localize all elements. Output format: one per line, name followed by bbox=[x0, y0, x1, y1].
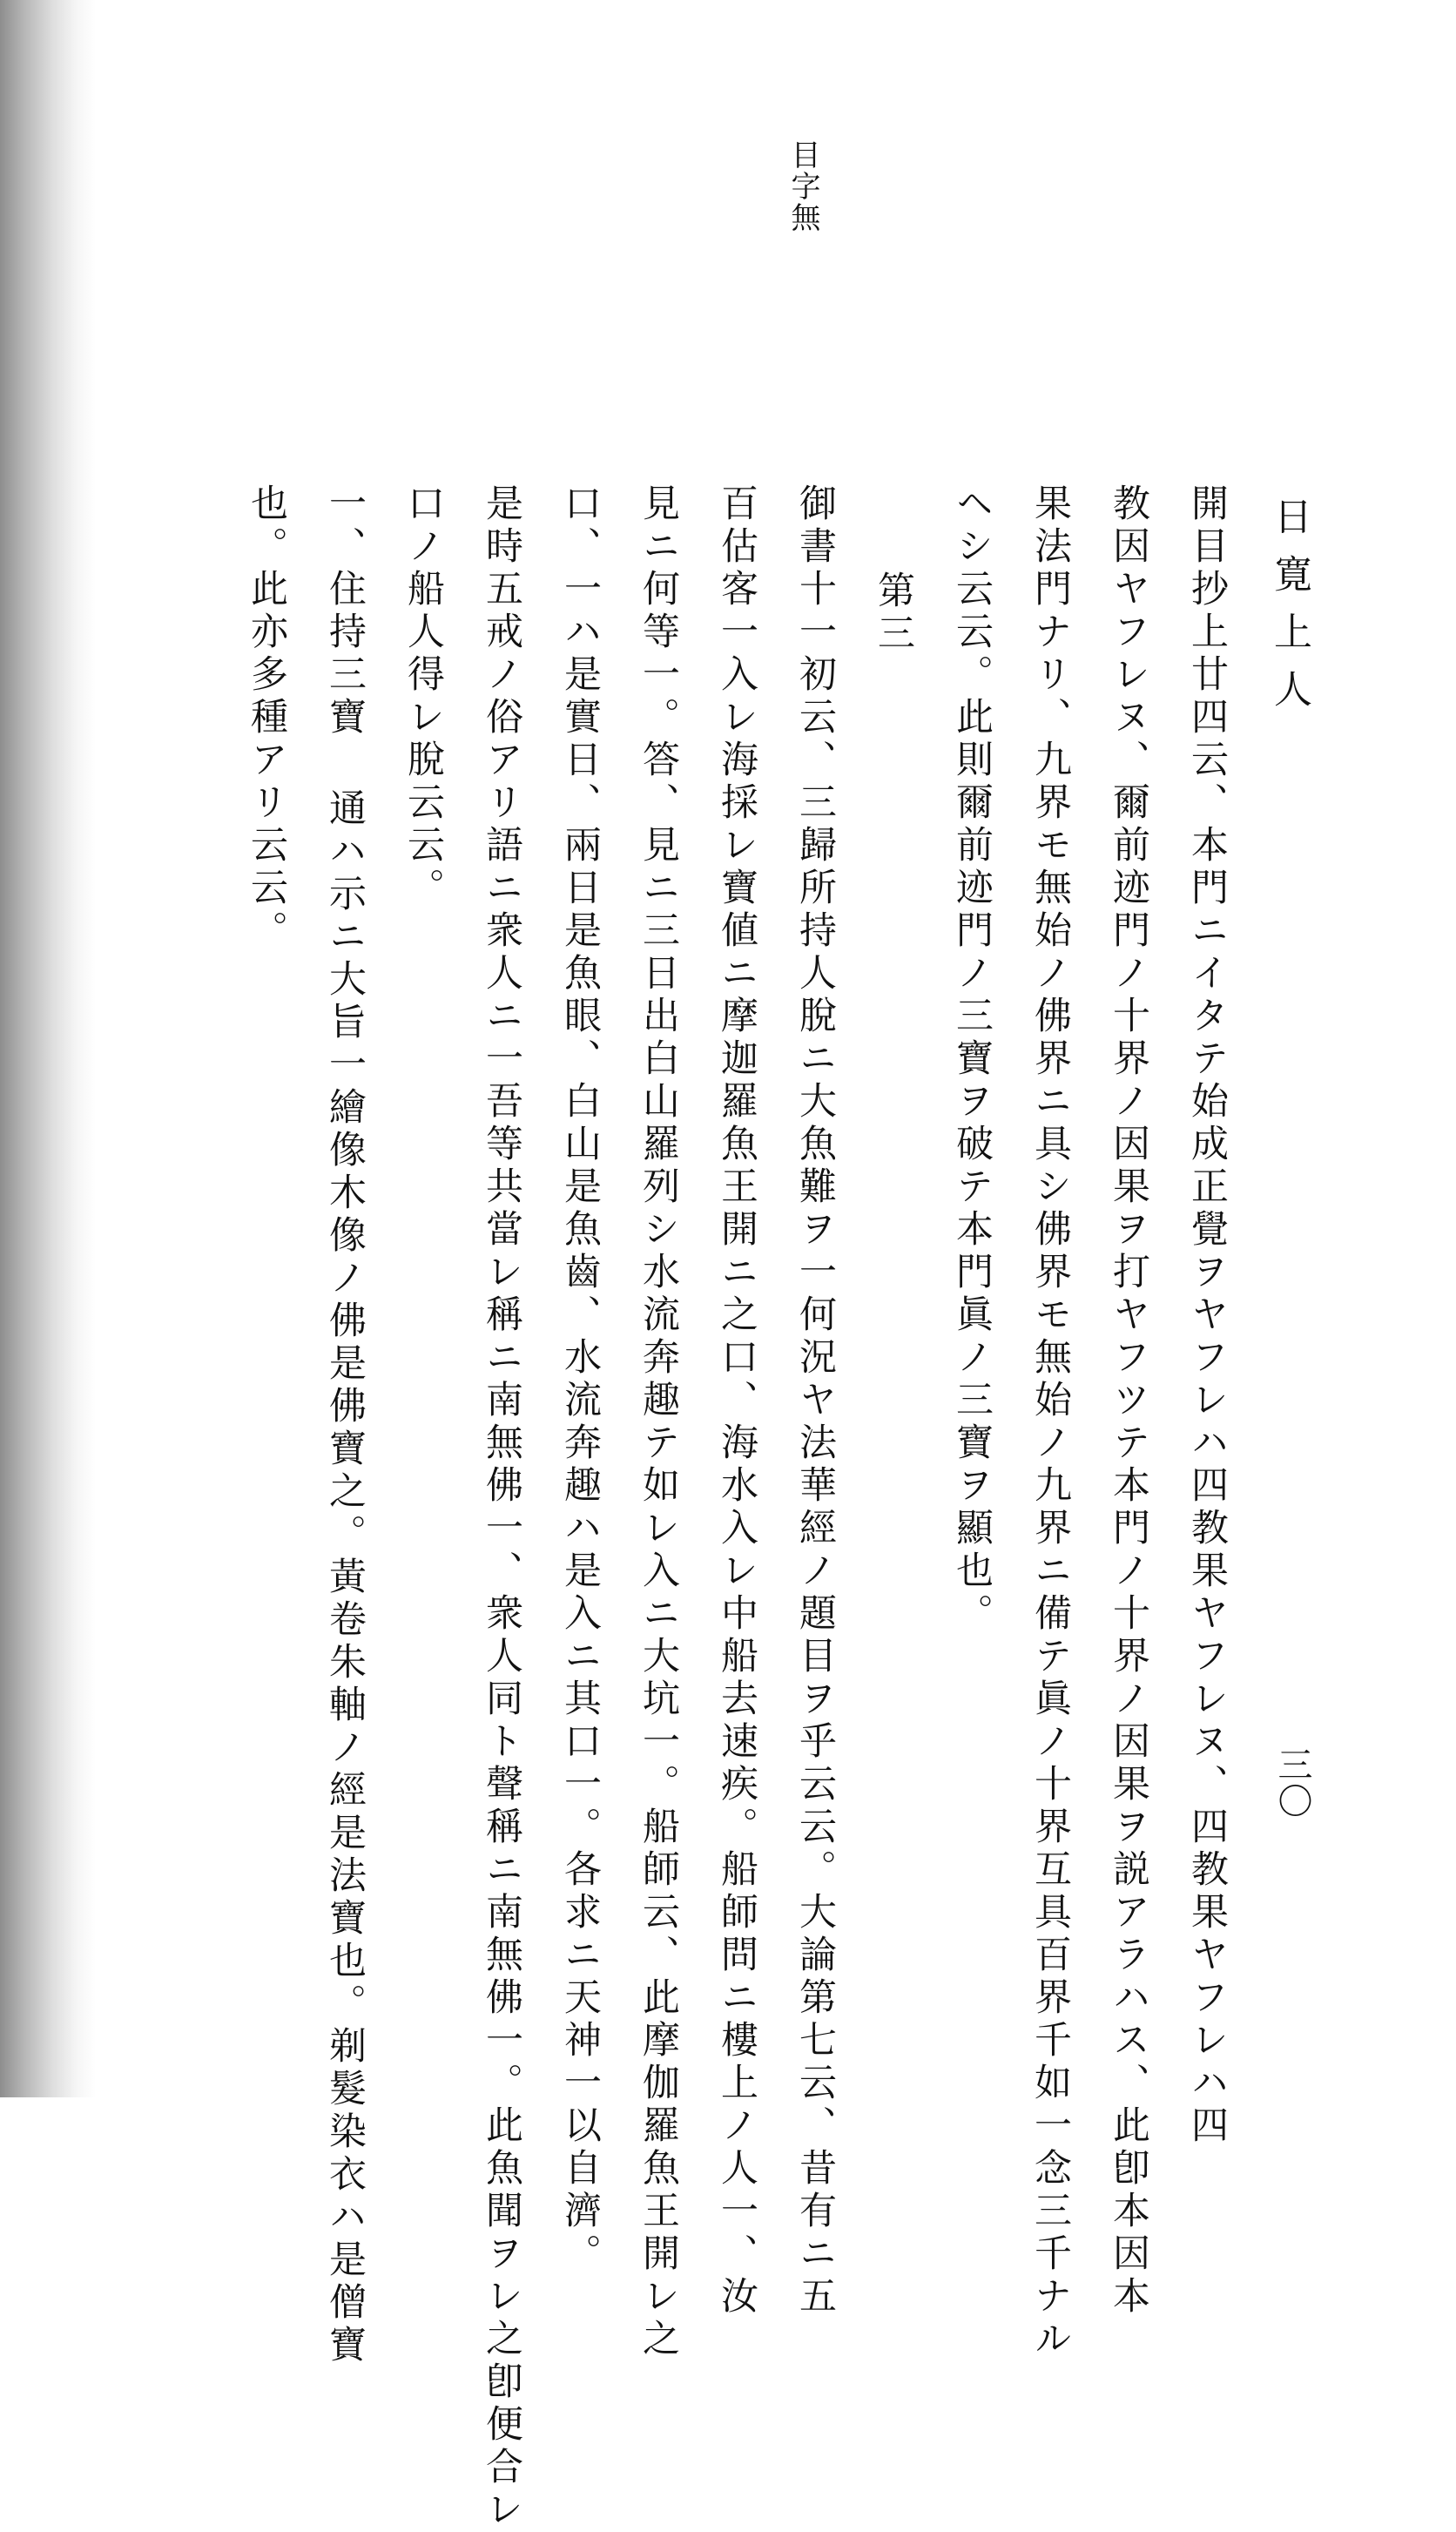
text-column: 百估客一入レ海採レ寶値ニ摩迦羅魚王開ニ之口、海水入レ中船去速疾。船師問ニ樓上ノ人一、汝 bbox=[715, 483, 758, 2319]
text-column: 一、住持三寶 通ハ示ニ大旨一繪像木像ノ佛是佛寶之。黃卷朱軸ノ經是法寶也。剃髮染衣ハ是僧寶 bbox=[323, 483, 367, 2367]
text-column: 御書十一初云、三歸所持人脫ニ大魚難ヲ一何況ヤ法華經ノ題目ヲ乎云云。大論第七云、昔有ニ五 bbox=[793, 483, 837, 2319]
text-column: 是時五戒ノ俗アリ語ニ衆人ニ一吾等共當レ稱ニ南無佛一、衆人同ト聲稱ニ南無佛一。此魚聞ヲレ之卽便合レ bbox=[480, 483, 523, 2532]
text-column: 口、一ハ是實日、兩日是魚眼、白山是魚齒、水流奔趣ハ是入ニ其口一。各求ニ天神一以自濟。 bbox=[558, 483, 602, 2276]
text-column: 開目抄上廿四云、本門ニイタテ始成正覺ヲヤフレハ四教果ヤフレヌ、四教果ヤフレハ四 bbox=[1185, 483, 1229, 2148]
scan-binding-shadow bbox=[0, 0, 96, 2097]
text-column: 口ノ船人得レ脫云云。 bbox=[401, 483, 445, 910]
text-column: ヘシ云云。此則爾前迹門ノ三寶ヲ破テ本門眞ノ三寶ヲ顯也。 bbox=[950, 483, 994, 1636]
marginal-note: 目字無 bbox=[785, 139, 820, 233]
text-column: 也。此亦多種アリ云云。 bbox=[245, 483, 288, 953]
page-number: 三〇 bbox=[1272, 1746, 1312, 1820]
text-column: 果法門ナリ、九界モ無始ノ佛界ニ具シ佛界モ無始ノ九界ニ備テ眞ノ十界互具百界千如一念三千ナル bbox=[1028, 483, 1072, 2361]
text-column: 教因ヤフレヌ、爾前迹門ノ十界ノ因果ヲ打ヤフツテ本門ノ十界ノ因果ヲ説アラハス、此卽本因本 bbox=[1107, 483, 1150, 2319]
body-text bbox=[189, 483, 1229, 2532]
running-header-author: 日寛上人 bbox=[1267, 496, 1311, 726]
text-column: 見ニ何等一。答、見ニ三日出白山羅列シ水流奔趣テ如レ入ニ大坑一。船師云、此摩伽羅魚王開レ之 bbox=[637, 483, 680, 2361]
section-heading: 第三 bbox=[872, 571, 915, 656]
